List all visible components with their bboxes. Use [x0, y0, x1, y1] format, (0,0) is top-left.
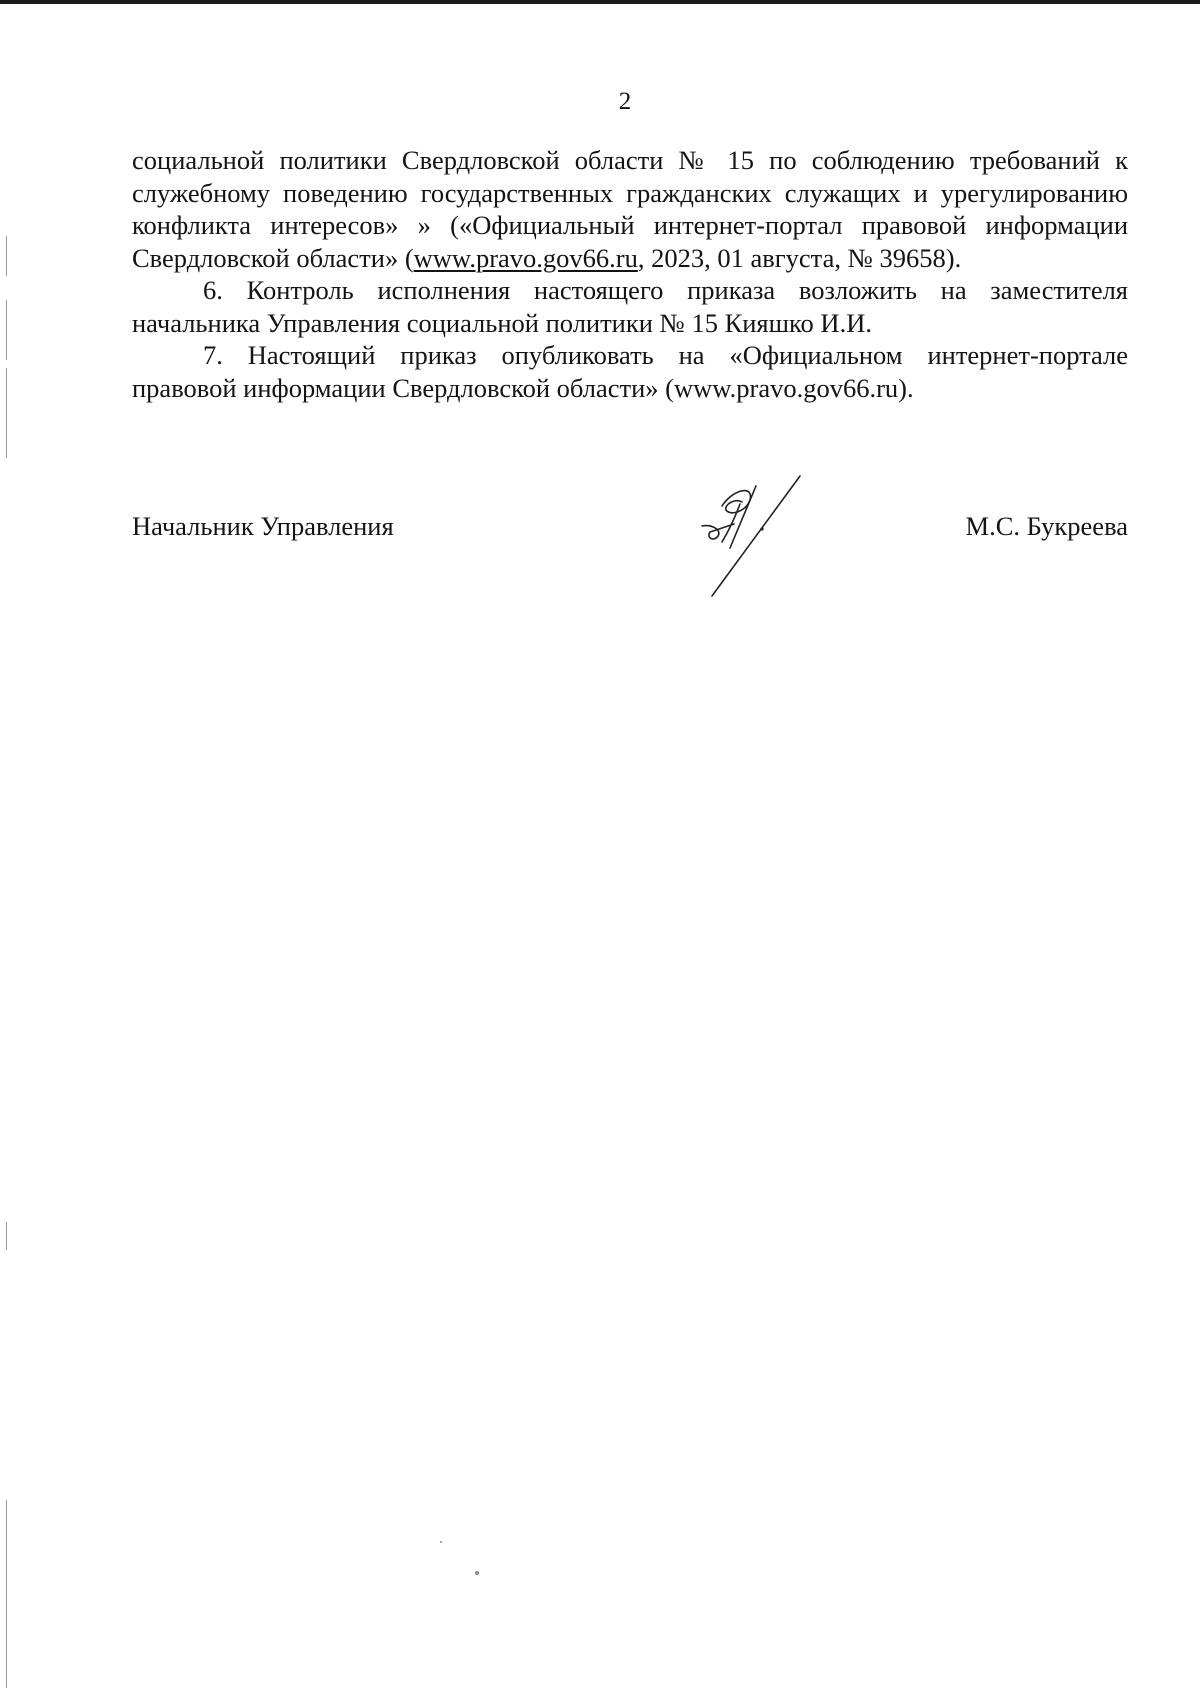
paragraph-continuation [132, 144, 1128, 274]
scan-edge-mark [6, 300, 7, 360]
scan-edge-mark [6, 1222, 7, 1250]
scan-edge-mark [6, 236, 7, 276]
signer-position: Начальник Управления [132, 511, 394, 541]
signature-block [132, 510, 1128, 550]
paragraph-text: , 2023, 01 августа, № 39658). [637, 242, 962, 273]
signer-name: М.С. Букреева [965, 511, 1128, 541]
portal-link[interactable]: www.pravo.gov66.ru [413, 242, 638, 273]
scan-speck [440, 1541, 442, 1543]
scan-edge-mark [6, 368, 7, 458]
paragraph-text: ( [404, 242, 414, 273]
scan-speck [475, 1571, 479, 1575]
document-body [132, 144, 1128, 404]
paragraph-item-6: 6. Контроль исполнения настоящего приказа возложить на заместителя начальника Управления социальной политики № 15 Кияшко И.И. [132, 275, 1128, 338]
paragraph-text: социальной политики Свердловской области № 15 по соблюдению требований к служебному поведению государственных гражданских служащих и урегулированию конфликта интересов» » («Официальный интернет-портал правовой информации Свердловской области» [132, 145, 1128, 273]
handwritten-signature [692, 472, 812, 598]
page-number: 2 [618, 88, 632, 115]
paragraph-item-7: 7. Настоящий приказ опубликовать на «Официальном интернет-портале правовой информации Свердловской области» (www.pravo.gov66.ru). [132, 340, 1128, 403]
scan-edge-mark [6, 1500, 7, 1688]
top-border-line [0, 0, 1200, 4]
